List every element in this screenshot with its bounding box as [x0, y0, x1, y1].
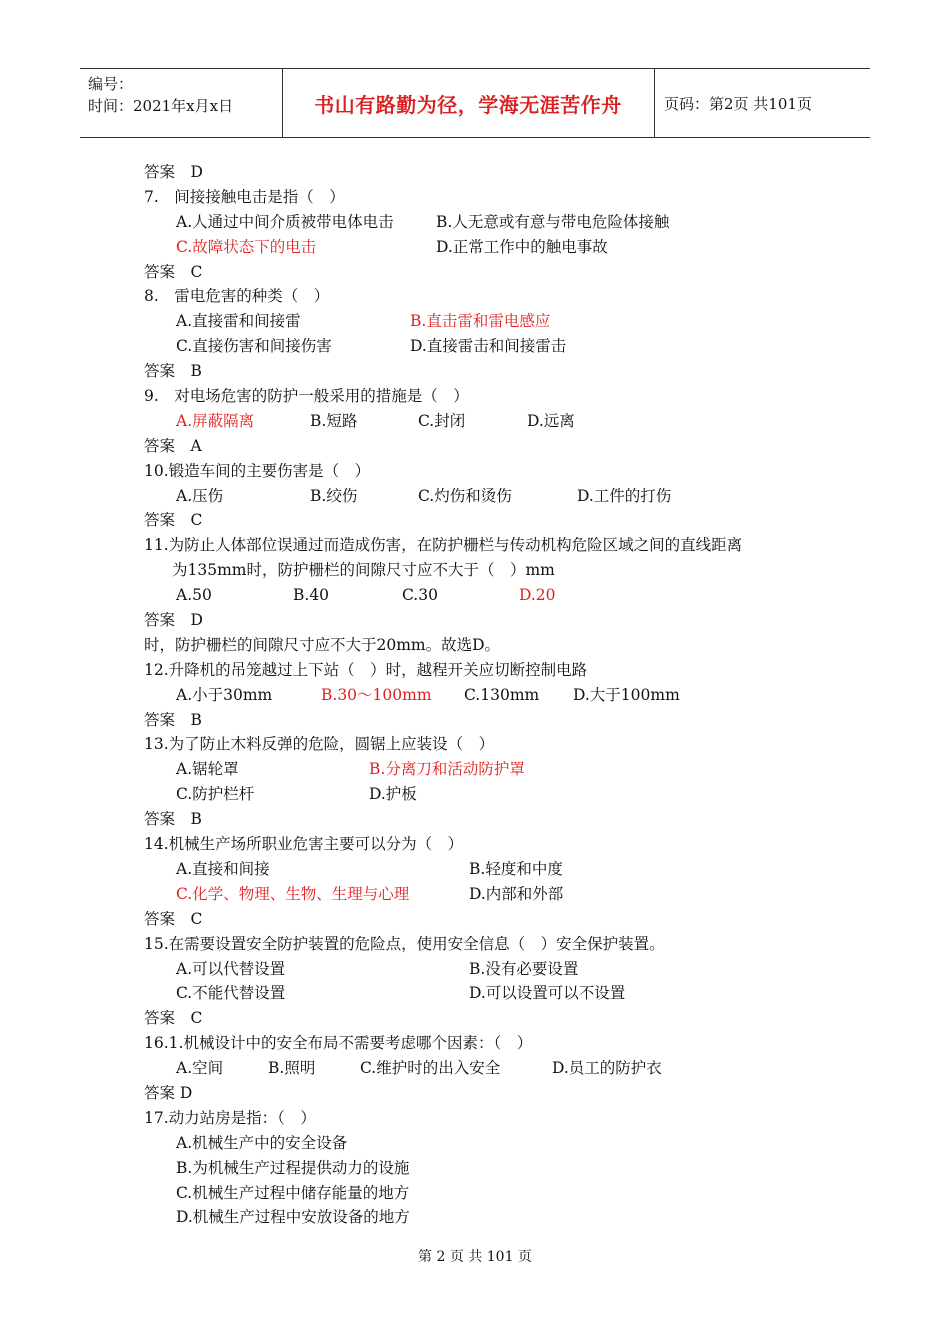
text-line: [144, 1106, 844, 1131]
text-line: [144, 1131, 844, 1156]
header-meta: [88, 73, 233, 117]
text-line: [144, 309, 844, 334]
text-line: [144, 334, 844, 359]
text-line: [144, 260, 844, 285]
text-line: [144, 508, 844, 533]
text-line: [144, 932, 844, 957]
text-line: [144, 384, 844, 409]
correct-option-text: D.20: [519, 586, 556, 605]
line-text: 8. 雷电危害的种类（ ）: [144, 287, 330, 306]
line-text: A.直接和间接: [176, 859, 270, 878]
line-text: 10.锻造车间的主要伤害是（ ）: [144, 461, 371, 480]
correct-option-text: C.化学、物理、生物、生理与心理: [176, 884, 410, 903]
line-text: C.不能代替设置: [176, 984, 286, 1003]
line-text: D.内部和外部: [469, 884, 564, 903]
line-text: 13.为了防止木料反弹的危险，圆锯上应装设（ ）: [144, 735, 495, 754]
line-text: D.正常工作中的触电事故: [436, 237, 608, 256]
line-text: 为135mm时，防护栅栏的间隙尺寸应不大于（ ）mm: [172, 561, 555, 580]
line-text: B.没有必要设置: [469, 959, 579, 978]
line-text: A.可以代替设置: [176, 959, 286, 978]
text-line: [144, 907, 844, 932]
line-text: 答案 D: [144, 163, 203, 181]
line-text: C.封闭: [418, 411, 466, 430]
text-line: [144, 683, 844, 708]
line-text: B.轻度和中度: [469, 859, 563, 878]
line-text: A.锯轮罩: [176, 760, 239, 779]
line-text: D.工件的打伤: [577, 486, 672, 505]
number-label: 编号：: [88, 75, 134, 93]
header-motto: 书山有路勤为径，学海无涯苦作舟: [314, 92, 622, 117]
line-text: D.直接雷击和间接雷击: [410, 337, 567, 356]
line-text: D.大于100mm: [573, 685, 680, 704]
text-line: [144, 1031, 844, 1056]
text-line: [144, 284, 844, 309]
line-text: B.40: [293, 586, 330, 605]
line-text: A.压伤: [176, 486, 224, 505]
document-header: [80, 68, 870, 138]
text-line: [144, 708, 844, 733]
line-text: 14.机械生产场所职业危害主要可以分为（ ）: [144, 835, 464, 854]
line-text: D.护板: [369, 785, 417, 804]
text-line: [144, 558, 844, 583]
question-list: [144, 160, 844, 1230]
line-text: 15.在需要设置安全防护装置的危险点，使用安全信息（ ）安全保护装置。: [144, 934, 665, 953]
line-text: B.短路: [310, 411, 358, 430]
header-divider: [654, 69, 655, 137]
header-page-info: 页码：第2页 共101页: [664, 94, 812, 113]
line-text: B.绞伤: [310, 486, 358, 505]
line-text: A.50: [176, 586, 212, 605]
line-text: 12.升降机的吊笼越过上下站（ ）时，越程开关应切断控制电路: [144, 660, 588, 679]
line-text: C.130mm: [464, 685, 540, 704]
text-line: [144, 1006, 844, 1031]
text-line: [144, 608, 844, 633]
text-line: [144, 459, 844, 484]
text-line: [144, 235, 844, 260]
text-line: [144, 981, 844, 1006]
text-line: [144, 957, 844, 982]
correct-option-text: C.故障状态下的电击: [176, 237, 317, 256]
line-text: 11.为防止人体部位误通过而造成伤害，在防护栅栏与传动机构危险区域之间的直线距离: [144, 536, 743, 555]
text-line: [144, 857, 844, 882]
text-line: [144, 757, 844, 782]
line-text: C.30: [402, 586, 438, 605]
line-text: A.人通过中间介质被带电体电击: [176, 212, 394, 231]
line-text: 9. 对电场危害的防护一般采用的措施是（ ）: [144, 387, 469, 406]
text-line: [144, 658, 844, 683]
text-line: [144, 484, 844, 509]
line-text: A.小于30mm: [176, 685, 273, 704]
correct-option-text: B.直击雷和雷电感应: [410, 312, 551, 331]
line-text: B.照明: [268, 1059, 316, 1078]
date-label: 时间：2021年x月x日: [88, 97, 234, 115]
text-line: [144, 185, 844, 210]
correct-option-text: B.分离刀和活动防护罩: [369, 760, 525, 779]
line-text: C.灼伤和烫伤: [418, 486, 512, 505]
line-text: 答案 B: [144, 362, 202, 381]
text-line: [144, 583, 844, 608]
line-text: D.员工的防护衣: [552, 1059, 662, 1078]
line-text: D.远离: [527, 411, 575, 430]
line-text: C.防护栏杆: [176, 785, 255, 804]
line-text: 答案 C: [144, 262, 203, 281]
line-text: 答案 D: [144, 1083, 193, 1102]
text-line: [144, 807, 844, 832]
text-line: [144, 409, 844, 434]
line-text: D.机械生产过程中安放设备的地方: [176, 1208, 410, 1227]
line-text: 答案 A: [144, 436, 202, 455]
text-line: [144, 1056, 844, 1081]
text-line: [144, 359, 844, 384]
line-text: 答案 B: [144, 710, 202, 729]
line-text: 时，防护栅栏的间隙尺寸应不大于20mm。故选D。: [144, 635, 501, 654]
text-line: [144, 1081, 844, 1106]
text-line: [144, 1205, 844, 1230]
line-text: 答案 D: [144, 611, 203, 630]
text-line: [144, 210, 844, 235]
text-line: [144, 160, 844, 185]
correct-option-text: B.30～100mm: [321, 685, 432, 704]
line-text: 答案 C: [144, 909, 203, 928]
line-text: 答案 B: [144, 810, 202, 829]
correct-option-text: A.屏蔽隔离: [176, 411, 255, 430]
line-text: D.可以设置可以不设置: [469, 984, 626, 1003]
line-text: B.为机械生产过程提供动力的设施: [176, 1158, 410, 1177]
line-text: 16.1.机械设计中的安全布局不需要考虑哪个因素：（ ）: [144, 1034, 533, 1053]
line-text: 答案 C: [144, 1009, 203, 1028]
line-text: A.直接雷和间接雷: [176, 312, 301, 331]
line-text: B.人无意或有意与带电危险体接触: [436, 212, 670, 231]
line-text: 答案 C: [144, 511, 203, 530]
line-text: C.直接伤害和间接伤害: [176, 337, 332, 356]
text-line: [144, 882, 844, 907]
text-line: [144, 1156, 844, 1181]
line-text: A.机械生产中的安全设备: [176, 1133, 348, 1152]
line-text: C.维护时的出入安全: [360, 1059, 501, 1078]
line-text: 7. 间接接触电击是指（ ）: [144, 187, 345, 206]
text-line: [144, 782, 844, 807]
text-line: [144, 533, 844, 558]
text-line: [144, 434, 844, 459]
line-text: 17.动力站房是指：（ ）: [144, 1108, 316, 1127]
text-line: [144, 832, 844, 857]
text-line: [144, 732, 844, 757]
line-text: A.空间: [176, 1059, 224, 1078]
text-line: [144, 633, 844, 658]
text-line: [144, 1181, 844, 1206]
line-text: C.机械生产过程中储存能量的地方: [176, 1183, 410, 1202]
page-footer: 第 2 页 共 101 页: [418, 1249, 532, 1265]
